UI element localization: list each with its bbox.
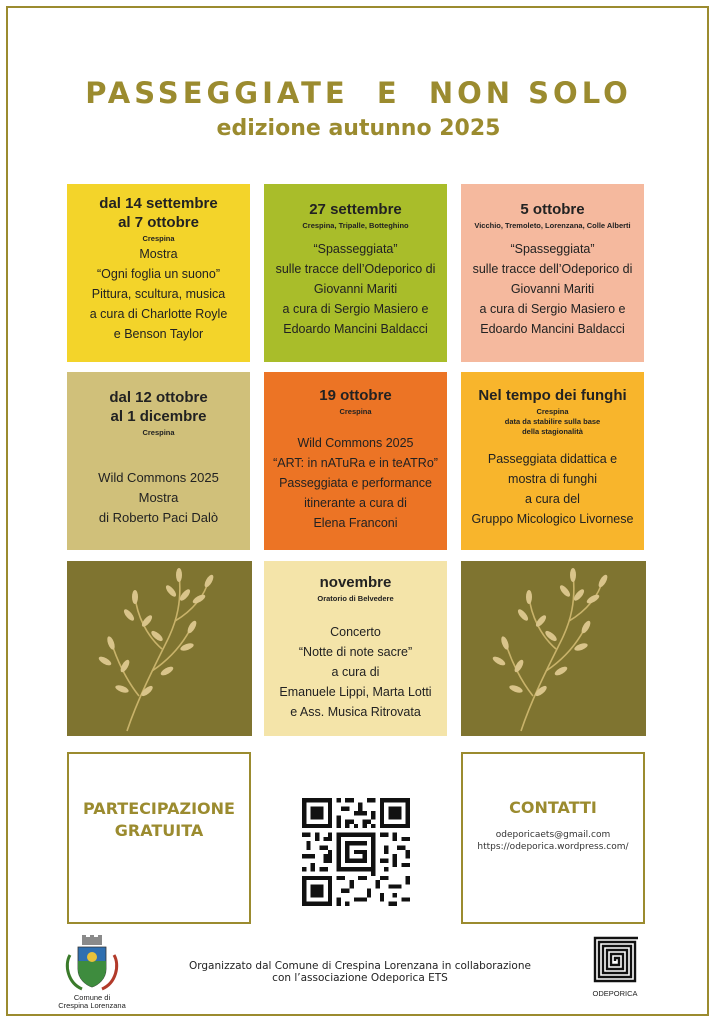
branch-leaves-icon xyxy=(461,561,646,736)
comune-label: Comune di Crespina Lorenzana xyxy=(58,993,126,1010)
branch-leaves-icon xyxy=(67,561,252,736)
event-place: Crespina xyxy=(142,234,175,243)
event-card-concert xyxy=(264,561,447,736)
contacts-title: CONTATTI xyxy=(509,798,597,817)
event-description: “Spasseggiata” sulle tracce dell’Odeporico di Giovanni Mariti a cura di Sergio Masiero e Edoardo Mancini Baldacci xyxy=(472,242,633,336)
odeporica-logo xyxy=(588,934,642,988)
event-place: Oratorio di Belvedere xyxy=(317,594,394,603)
event-description: Concerto “Notte di note sacre” a cura di Emanuele Lippi, Marta Lotti e Ass. Musica Ritrovata xyxy=(279,625,432,719)
poster-subtitle: edizione autunno 2025 xyxy=(216,116,501,141)
event-place: Crespina xyxy=(339,407,372,416)
event-card-wild-commons-exhibition xyxy=(67,372,250,550)
comune-coat-of-arms xyxy=(62,935,122,993)
event-card-art-exhibition xyxy=(67,184,250,362)
event-date: dal 12 ottobre al 1 dicembre xyxy=(109,389,208,425)
participation-label: PARTECIPAZIONE GRATUITA xyxy=(83,799,235,840)
event-place: Crespina data da stabilire sulla base della stagionalità xyxy=(504,407,601,436)
event-card-wild-commons-performance xyxy=(264,372,447,550)
event-description: Passeggiata didattica e mostra di funghi a cura del Gruppo Micologico Livornese xyxy=(471,452,634,526)
leaf-decoration-right xyxy=(461,561,646,736)
organizer-text: Organizzato dal Comune di Crespina Lorenzana in collaborazione con l’associazione Odeporica ETS xyxy=(189,960,531,984)
contact-email[interactable]: odeporicaets@gmail.com xyxy=(495,830,611,840)
event-card-mushroom-walk xyxy=(461,372,644,550)
participation-box xyxy=(67,752,251,924)
event-place: Crespina, Tripalle, Botteghino xyxy=(302,221,409,230)
event-place: Vicchio, Tremoleto, Lorenzana, Colle Alberti xyxy=(474,221,631,230)
event-date: dal 14 settembre al 7 ottobre xyxy=(99,195,218,231)
qr-code[interactable] xyxy=(302,798,410,906)
event-card-walk-5-oct xyxy=(461,184,644,362)
odeporica-spiral-logo-icon xyxy=(588,934,642,988)
qr-code-icon xyxy=(302,798,410,906)
event-description: Wild Commons 2025 Mostra di Roberto Paci Dalò xyxy=(98,470,219,525)
event-date: 5 ottobre xyxy=(520,201,585,218)
coat-of-arms-icon xyxy=(62,935,122,993)
event-date: 19 ottobre xyxy=(319,387,392,404)
event-date: 27 settembre xyxy=(309,201,402,218)
leaf-decoration-left xyxy=(67,561,252,736)
poster-title: PASSEGGIATE E NON SOLO xyxy=(85,76,632,110)
event-card-walk-27-sept xyxy=(264,184,447,362)
event-description: Mostra “Ogni foglia un suono” Pittura, scultura, musica a cura di Charlotte Royle e Benson Taylor xyxy=(89,247,228,341)
event-date: novembre xyxy=(319,574,392,591)
event-place: Crespina xyxy=(142,428,175,437)
event-description: Wild Commons 2025 “ART: in nATuRa e in teATRo” Passeggiata e performance itinerante a cura di Elena Franconi xyxy=(273,436,438,530)
event-description: “Spasseggiata” sulle tracce dell’Odeporico di Giovanni Mariti a cura di Sergio Masiero e Edoardo Mancini Baldacci xyxy=(275,242,436,336)
event-date: Nel tempo dei funghi xyxy=(478,387,627,404)
contact-website[interactable]: https://odeporica.wordpress.com/ xyxy=(477,842,629,852)
odeporica-label: ODEPORICA xyxy=(592,989,638,998)
contacts-box xyxy=(461,752,645,924)
